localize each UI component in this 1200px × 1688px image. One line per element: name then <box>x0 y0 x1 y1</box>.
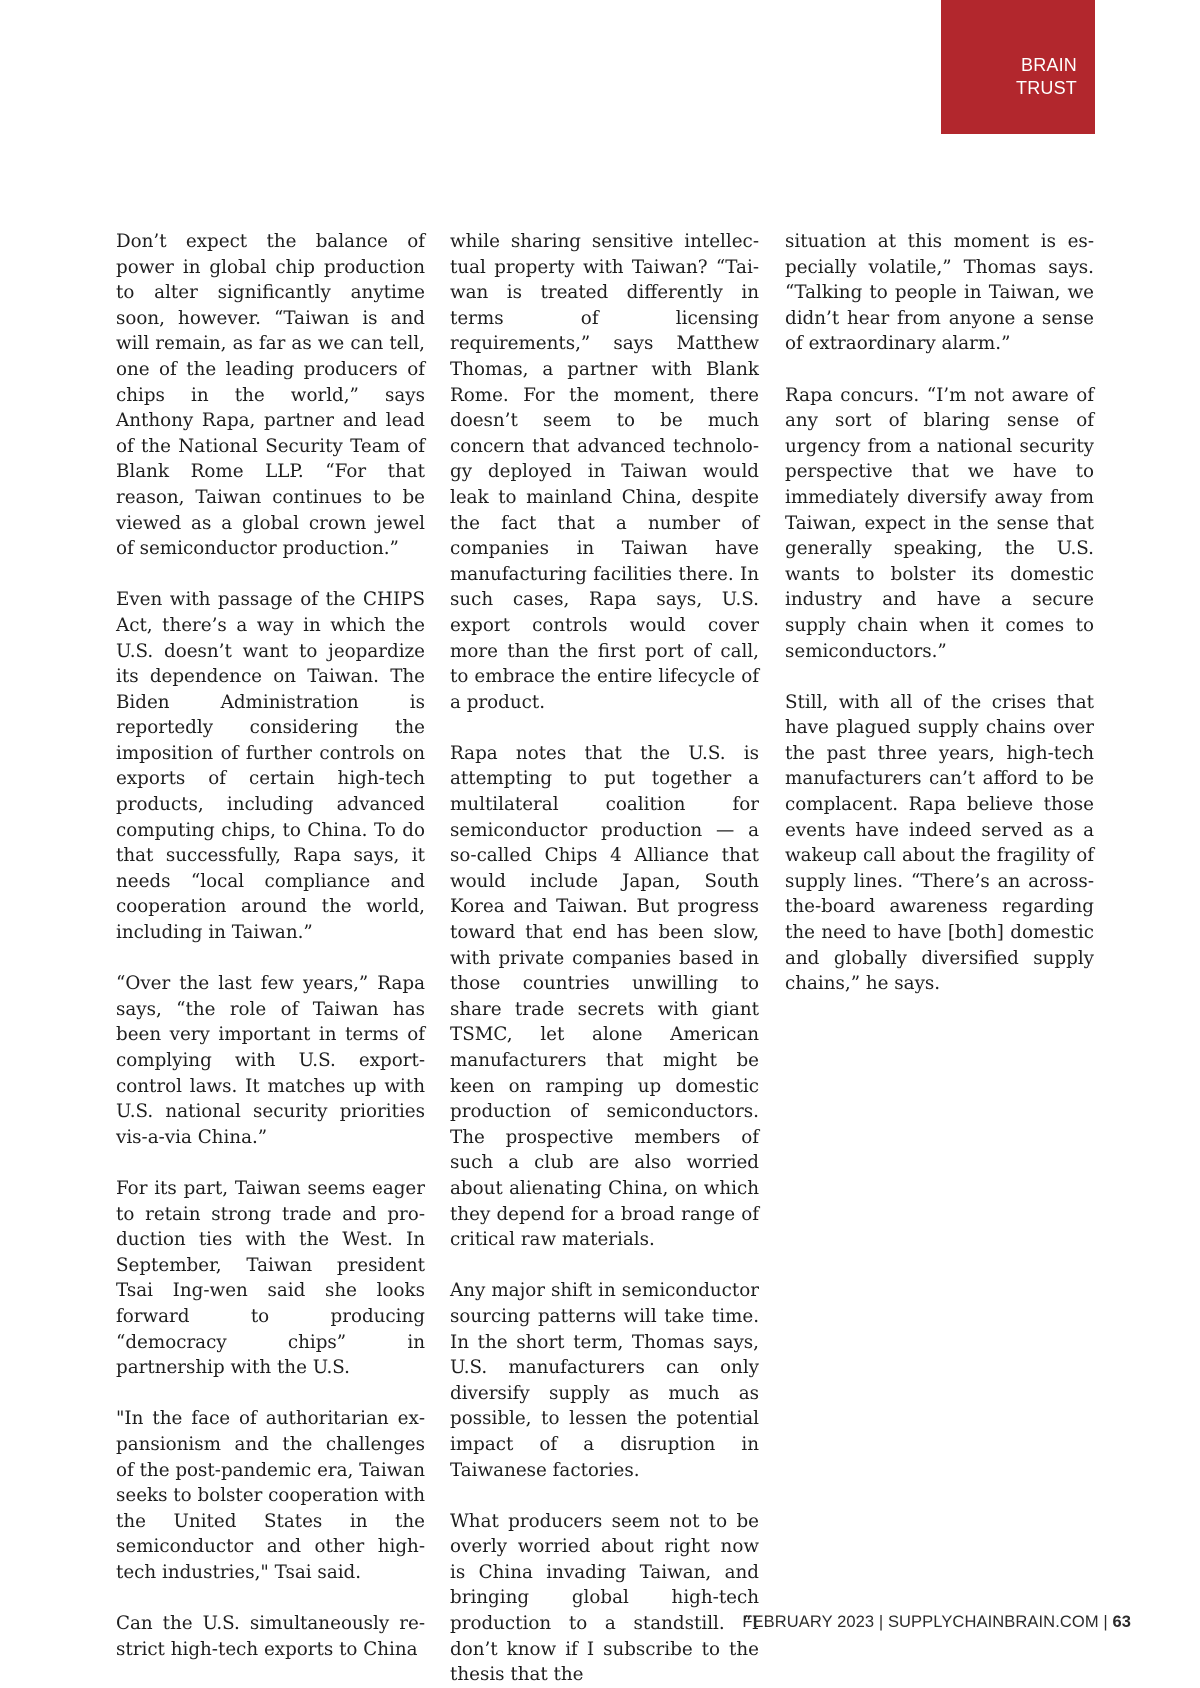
paragraph: "In the face of authoritarian expansionism and the challenges of the post-pandemic era, Taiwan seeks to bolster cooperation with the United States in the semiconductor and other high-tech industries," Tsai said. <box>116 1408 425 1583</box>
article-column-1 <box>116 229 425 1662</box>
article-column-2 <box>450 229 759 1688</box>
section-label-line2: TRUST <box>1016 78 1077 98</box>
paragraph: Rapa notes that the U.S. is attempting to put together a multilateral coalition for semiconductor production — a so-called Chips 4 Alliance that would include Japan, South Korea and Taiwan. But progress toward that end has been slow, with private companies based in those countries unwilling to share trade secrets with giant TSMC, let alone American manufacturers that might be keen on ramping up domestic production of semiconductors. The prospective members of such a club are also worried about alienating China, on which they depend for a broad range of critical raw materials. <box>450 742 759 1251</box>
paragraph: Any major shift in semiconductor sourcing patterns will take time. In the short term, Thomas says, U.S. manufacturers can only diversify supply as much as possible, to lessen the potential impact of a disruption in Taiwanese factories. <box>450 1280 759 1481</box>
page-footer <box>742 1613 1131 1632</box>
footer-separator: | <box>878 1613 884 1631</box>
paragraph: Rapa concurs. “I’m not aware of any sort of blaring sense of urgency from a national security perspective that we have to immediately diversify away from Taiwan, expect in the sense that generally speaking, the U.S. wants to bolster its domestic industry and have a secure supply chain when it comes to semiconductors.” <box>785 384 1094 662</box>
paragraph: Even with passage of the CHIPS Act, there’s a way in which the U.S. doesn’t want to jeopardize its dependence on Taiwan. The Biden Administration is reportedly considering the imposition of further controls on exports of certain high-tech products, including advanced computing chips, to China. To do that successfully, Rapa says, it needs “local compliance and cooperation around the world, including in Taiwan.” <box>116 589 425 944</box>
paragraph: “Over the last few years,” Rapa says, “the role of Taiwan has been very important in terms of complying with U.S. export-control laws. It matches up with U.S. national security priorities vis-a-via China.” <box>116 973 425 1148</box>
section-label-line1: BRAIN <box>1020 55 1077 75</box>
paragraph: What producers seem not to be overly worried about right now is China invading Taiwan, and bringing global high-tech production to a standstill. “I don’t know if I subscribe to the thesis that the <box>450 1510 759 1686</box>
issue-date: FEBRUARY 2023 <box>742 1613 875 1631</box>
paragraph: while sharing sensitive intellectual property with Taiwan? “Taiwan is treated differently in terms of licensing requirements,” says Matthew Thomas, a partner with Blank Rome. For the moment, there doesn’t seem to be much concern that advanced technology deployed in Taiwan would leak to mainland China, despite the fact that a number of companies in Taiwan have manufacturing facilities there. In such cases, Rapa says, U.S. export controls would cover more than the first port of call, to embrace the entire lifecycle of a product. <box>450 231 759 713</box>
site-name: SUPPLYCHAINBRAIN.COM <box>887 1613 1099 1631</box>
page-number: 63 <box>1112 1613 1131 1631</box>
paragraph: Can the U.S. simultaneously restrict high-tech exports to China <box>116 1613 425 1660</box>
paragraph: For its part, Taiwan seems eager to retain strong trade and production ties with the West. In September, Taiwan president Tsai Ing-wen said she looks forward to producing “democracy chips” in partnership with the U.S. <box>116 1177 425 1379</box>
paragraph: situation at this moment is especially volatile,” Thomas says. “Talking to people in Taiwan, we didn’t hear from anyone a sense of extraordinary alarm.” <box>785 231 1094 355</box>
article-column-3 <box>785 229 1094 997</box>
section-tab <box>941 0 1095 134</box>
paragraph: Don’t expect the balance of power in global chip production to alter significantly anytime soon, however. “Taiwan is and will remain, as far as we can tell, one of the leading producers of chips in the world,” says Anthony Rapa, partner and lead of the National Security Team of Blank Rome LLP. “For that reason, Taiwan continues to be viewed as a global crown jewel of semiconductor production.” <box>116 231 425 560</box>
paragraph: Still, with all of the crises that have plagued supply chains over the past three years, high-tech manufacturers can’t afford to be complacent. Rapa believe those events have indeed served as a wakeup call about the fragility of supply lines. “There’s an across-the-board awareness regarding the need to have [both] domestic and globally diversified supply chains,” he says. <box>785 691 1094 995</box>
footer-separator: | <box>1103 1613 1108 1631</box>
